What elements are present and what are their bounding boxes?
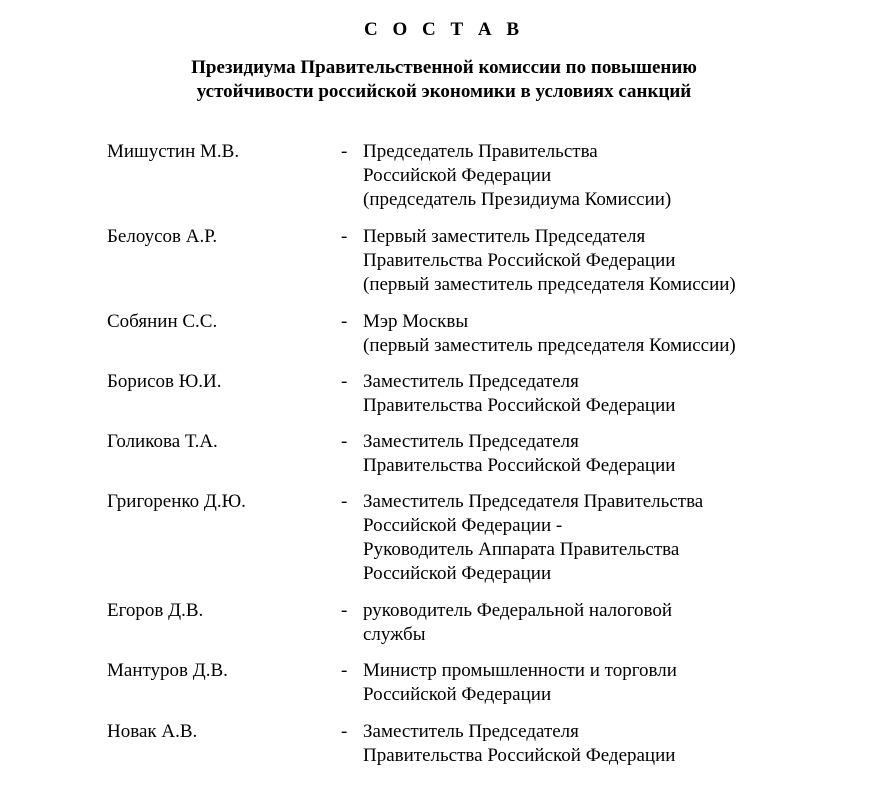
separator-dash: - (341, 371, 348, 392)
role-line: Руководитель Аппарата Правительства (363, 539, 680, 560)
document-title: С О С Т А В (363, 19, 525, 40)
role-line: Заместитель Председателя (363, 371, 579, 392)
separator-dash: - (341, 491, 348, 512)
member-role (363, 599, 672, 647)
role-line: Первый заместитель Председателя (363, 226, 646, 247)
member-role (363, 720, 675, 768)
role-line: (первый заместитель председателя Комиссии) (363, 274, 736, 295)
role-line: Российской Федерации (363, 563, 552, 584)
member-role (363, 490, 703, 586)
role-line: Российской Федерации (363, 165, 552, 186)
member-name: Мантуров Д.В. (107, 660, 228, 681)
role-line: Мэр Москвы (363, 311, 469, 332)
separator-dash: - (341, 431, 348, 452)
role-line: Российской Федерации (363, 684, 552, 705)
member-name: Голикова Т.А. (107, 431, 218, 452)
role-line: Правительства Российской Федерации (363, 745, 676, 766)
member-name: Борисов Ю.И. (107, 371, 222, 392)
role-line: Заместитель Председателя Правительства (363, 491, 704, 512)
member-name: Белоусов А.Р. (107, 226, 218, 247)
role-line: службы (363, 624, 426, 645)
subtitle-line: Президиума Правительственной комиссии по повышению (191, 57, 697, 78)
role-line: Правительства Российской Федерации (363, 455, 676, 476)
member-role (363, 430, 675, 478)
role-line: (председатель Президиума Комиссии) (363, 189, 672, 210)
member-name: Новак А.В. (107, 721, 198, 742)
member-name: Мишустин М.В. (107, 141, 240, 162)
role-line: Председатель Правительства (363, 141, 598, 162)
subtitle-line: устойчивости российской экономики в условиях санкций (196, 81, 692, 102)
member-role (363, 659, 677, 707)
role-line: Заместитель Председателя (363, 721, 579, 742)
separator-dash: - (341, 141, 348, 162)
separator-dash: - (341, 311, 348, 332)
role-line: руководитель Федеральной налоговой (363, 600, 672, 621)
member-name: Егоров Д.В. (107, 600, 204, 621)
member-role (363, 225, 736, 297)
member-name: Григоренко Д.Ю. (107, 491, 246, 512)
member-name: Собянин С.С. (107, 311, 218, 332)
separator-dash: - (341, 660, 348, 681)
role-line: Правительства Российской Федерации (363, 250, 676, 271)
role-line: Правительства Российской Федерации (363, 395, 676, 416)
document-subtitle (0, 56, 888, 104)
role-line: (первый заместитель председателя Комиссии) (363, 335, 736, 356)
role-line: Министр промышленности и торговли (363, 660, 677, 681)
separator-dash: - (341, 226, 348, 247)
role-line: Заместитель Председателя (363, 431, 579, 452)
member-role (363, 370, 675, 418)
separator-dash: - (341, 600, 348, 621)
role-line: Российской Федерации - (363, 515, 563, 536)
member-role (363, 310, 736, 358)
member-role (363, 140, 671, 212)
separator-dash: - (341, 721, 348, 742)
